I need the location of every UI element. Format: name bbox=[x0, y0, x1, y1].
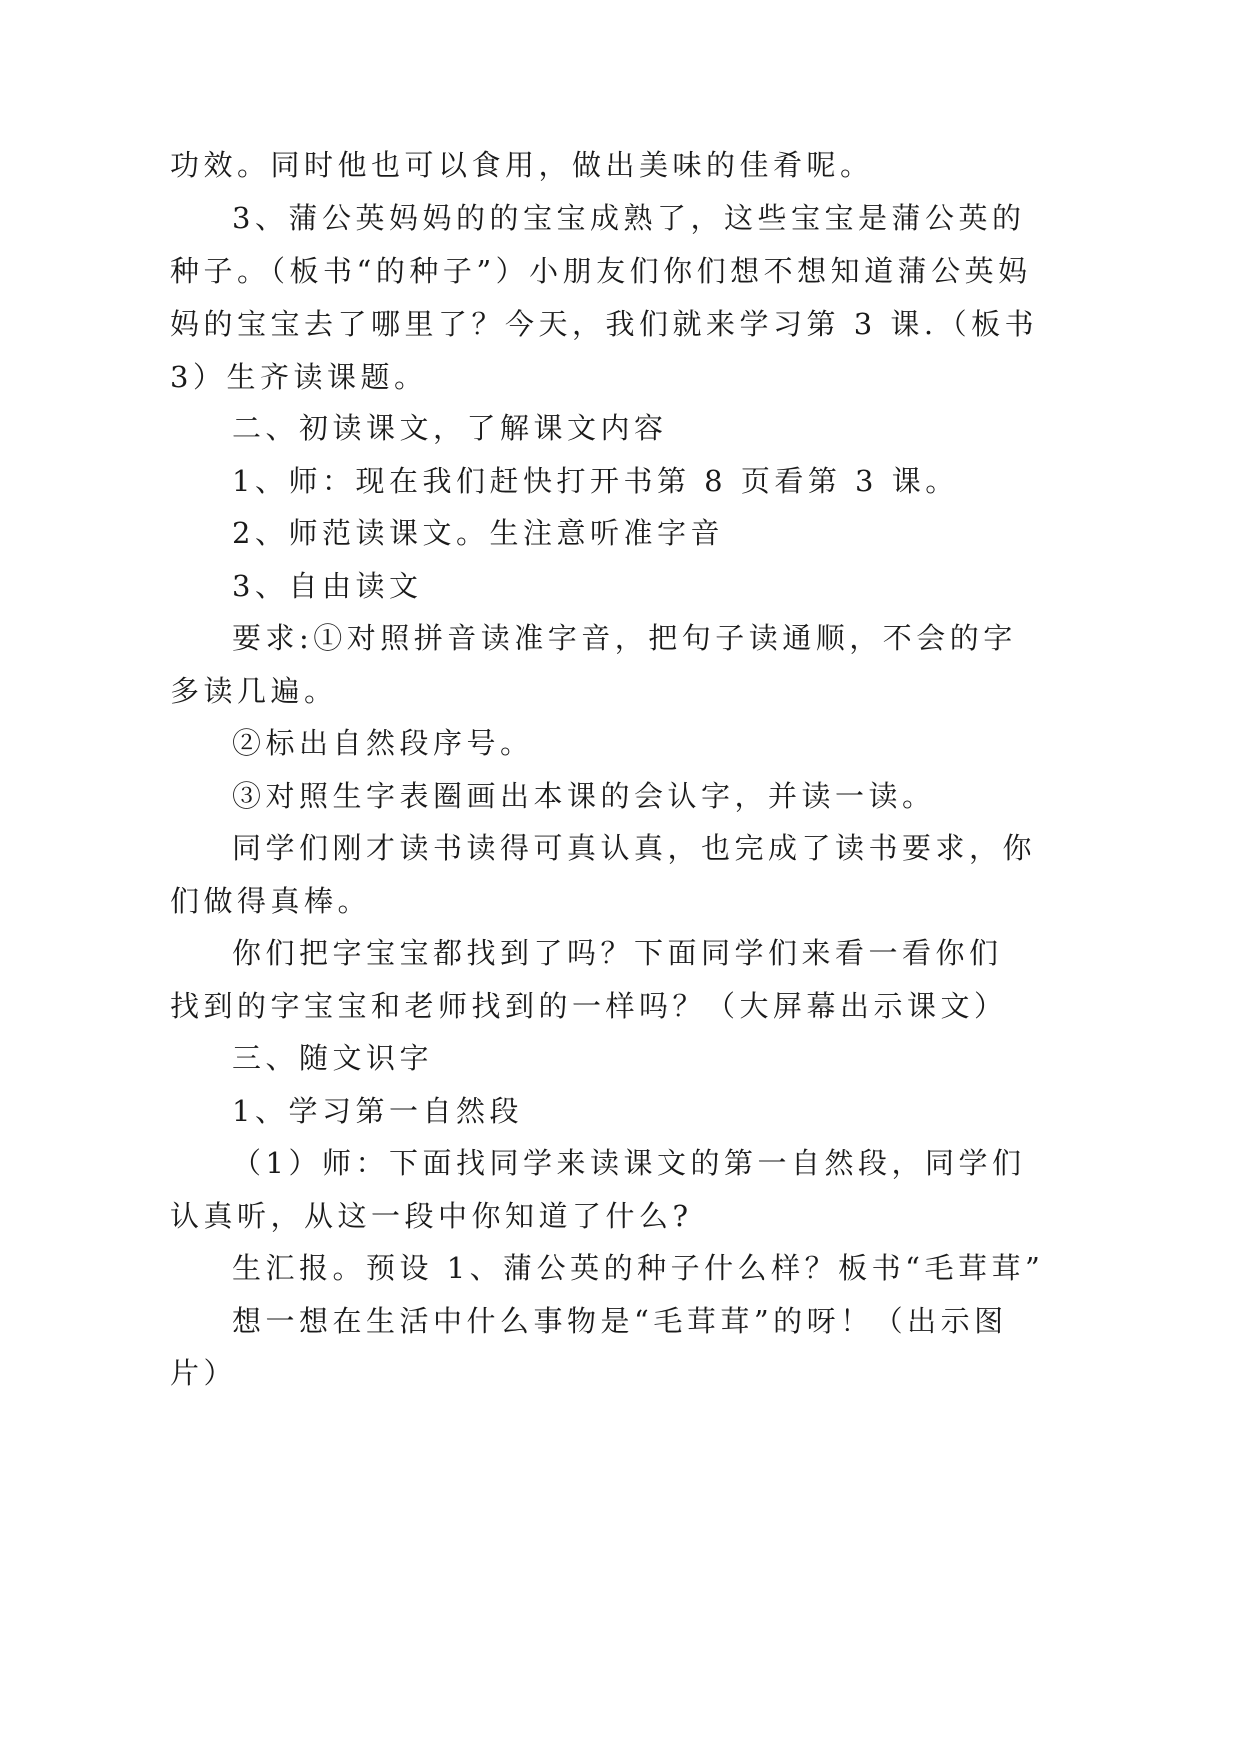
text-line: 们做得真棒。 bbox=[170, 884, 372, 918]
text-line: 妈的宝宝去了哪里了？今天，我们就来学习第 3 课.（板书 bbox=[170, 307, 1039, 341]
text-line: 3、自由读文 bbox=[232, 569, 423, 603]
text-line: ③对照生字表圈画出本课的会认字，并读一读。 bbox=[232, 779, 936, 813]
text-line: 功效。同时他也可以食用，做出美味的佳肴呢。 bbox=[170, 148, 874, 182]
text-line: 想一想在生活中什么事物是“毛茸茸”的呀！（出示图 bbox=[232, 1304, 1008, 1338]
text-line: 认真听，从这一段中你知道了什么? bbox=[170, 1199, 693, 1233]
text-line: 要求:①对照拼音读准字音，把句子读通顺，不会的字 bbox=[232, 621, 1017, 655]
text-line: 3、蒲公英妈妈的的宝宝成熟了，这些宝宝是蒲公英的 bbox=[232, 201, 1026, 235]
text-line: 1、学习第一自然段 bbox=[232, 1094, 523, 1128]
text-line: 片） bbox=[170, 1356, 238, 1390]
text-line: ②标出自然段序号。 bbox=[232, 726, 534, 760]
text-line: 2、师范读课文。生注意听准字音 bbox=[232, 516, 724, 550]
text-line: 多读几遍。 bbox=[170, 674, 338, 708]
section-heading: 三、随文识字 bbox=[232, 1041, 434, 1075]
text-line: 种子。（板书“的种子”）小朋友们你们想不想知道蒲公英妈 bbox=[170, 254, 1032, 288]
text-line: 生汇报。预设 1、蒲公英的种子什么样？板书“毛茸茸” bbox=[232, 1251, 1045, 1285]
text-line: 找到的字宝宝和老师找到的一样吗？（大屏幕出示课文） bbox=[170, 989, 1008, 1023]
text-line: 1、师：现在我们赶快打开书第 8 页看第 3 课。 bbox=[232, 464, 959, 498]
text-line: 3）生齐读课题。 bbox=[170, 360, 428, 394]
text-line: （1）师：下面找同学来读课文的第一自然段，同学们 bbox=[232, 1146, 1026, 1180]
text-line: 你们把字宝宝都找到了吗？下面同学们来看一看你们 bbox=[232, 936, 1003, 970]
section-heading: 二、初读课文，了解课文内容 bbox=[232, 411, 668, 445]
text-line: 同学们刚才读书读得可真认真，也完成了读书要求，你 bbox=[232, 831, 1037, 865]
